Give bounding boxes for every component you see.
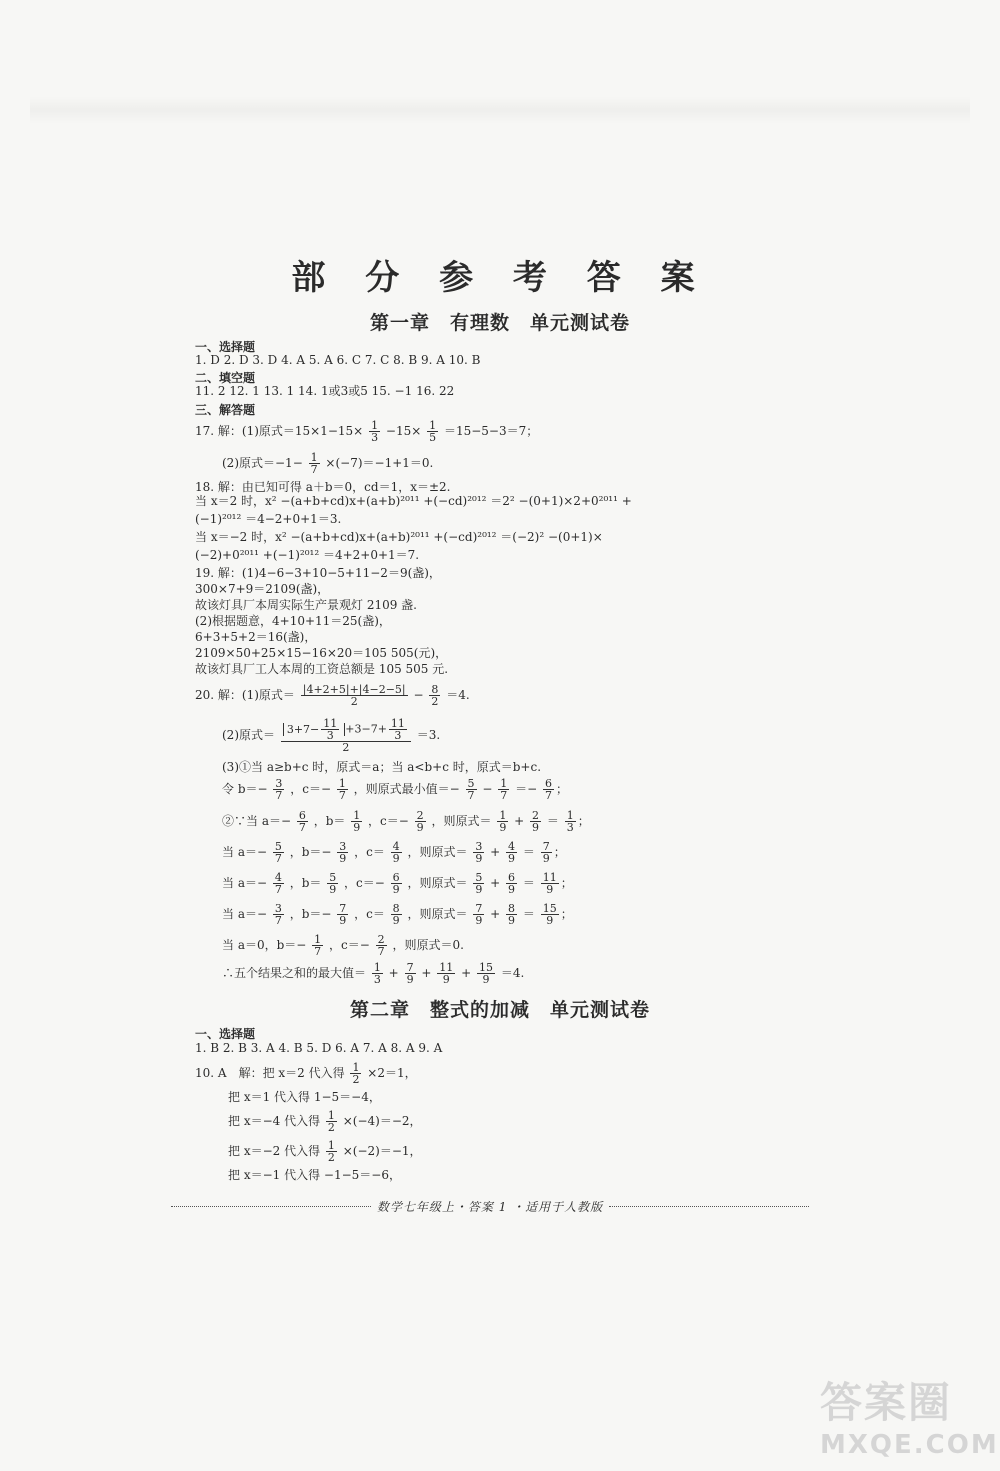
watermark-top: 答案圈 bbox=[820, 1378, 953, 1427]
q10-line1: 10. A 解：把 x＝2 代入得 $\frac{1}{2}$ ×2＝1， bbox=[195, 1061, 417, 1086]
ch2-section-choice: 一、选择题 bbox=[195, 1027, 256, 1041]
footer-text: 数学七年级上・答案 1 ・适用于人教版 bbox=[376, 1200, 604, 1214]
scan-artifact bbox=[30, 96, 970, 124]
q19-line2: 300×7+9＝2109(盏)， bbox=[195, 582, 330, 596]
q19-line6: 2109×50+25×15−16×20＝105 505(元)， bbox=[195, 646, 448, 660]
chapter1-heading: 第一章 有理数 单元测试卷 bbox=[369, 312, 630, 334]
q19-line1: 19. 解：(1)4−6−3+10−5+11−2＝9(盏)， bbox=[195, 566, 441, 580]
q18-line1: 18. 解：由已知可得 a＋b＝0，cd＝1，x＝±2. bbox=[195, 480, 451, 494]
q10-line4: 把 x＝−2 代入得 $\frac{1}{2}$ ×(−2)＝−1， bbox=[228, 1139, 422, 1164]
choice-answers: 1. D 2. D 3. D 4. A 5. A 6. C 7. C 8. B 9. A 10. B bbox=[195, 353, 481, 367]
q18-line3: (−1)²⁰¹² ＝4−2+0+1＝3. bbox=[195, 512, 342, 526]
q19-line7: 故该灯具厂工人本周的工资总额是 105 505 元. bbox=[195, 662, 449, 676]
watermark-logo bbox=[820, 1370, 999, 1465]
footer-dots-left bbox=[171, 1206, 371, 1207]
q10-line3: 把 x＝−4 代入得 $\frac{1}{2}$ ×(−4)＝−2， bbox=[228, 1109, 422, 1134]
q20-part3-line2: 令 b＝− $\frac{3}{7}$ ，c＝− $\frac{1}{7}$ ，则原式最小值＝− $\frac{5}{7}$ − $\frac{1}{7}$ ＝− $\frac{6}{7}$ ； bbox=[222, 777, 568, 802]
q17-part1: 17. 解：(1)原式＝15×1−15× $\frac{1}{3}$ −15× $\frac{1}{5}$ ＝15−5−3＝7； bbox=[195, 419, 539, 444]
q18-line2: 当 x＝2 时，x² −(a+b+cd)x+(a+b)²⁰¹¹ +(−cd)²⁰¹² ＝2² −(0+1)×2+0²⁰¹¹ + bbox=[195, 494, 632, 508]
q10-line2: 把 x＝1 代入得 1−5＝−4， bbox=[228, 1090, 381, 1104]
ch2-choice-answers: 1. B 2. B 3. A 4. B 5. D 6. A 7. A 8. A 9. A bbox=[195, 1041, 443, 1055]
q20-part3-line8: ∴五个结果之和的最大值＝ $\frac{1}{3}$ + $\frac{7}{9}$ + $\frac{11}{9}$ + $\frac{15}{9}$ ＝4. bbox=[222, 961, 525, 986]
section-solve: 三、解答题 bbox=[195, 403, 256, 417]
q19-line5: 6+3+5+2＝16(盏)， bbox=[195, 630, 317, 644]
page-title: 部 分 参 考 答 案 bbox=[291, 258, 709, 298]
q20-part3-line6: 当 a＝− $\frac{3}{7}$ ，b＝− $\frac{7}{9}$ ，c＝ $\frac{8}{9}$ ，则原式＝ $\frac{7}{9}$ + $\frac{8}{9}$ ＝ $\frac{15}{9}$ ； bbox=[222, 902, 573, 927]
section-choice: 一、选择题 bbox=[195, 340, 256, 354]
q19-line4: (2)根据题意，4+10+11＝25(盏)， bbox=[195, 614, 391, 628]
q20-part2: (2)原式＝ 3+7− $\frac{11}{3}$ +3−7+ $\frac{11}{3}$ 2 ＝3. bbox=[222, 717, 441, 754]
q20-part3-line4: 当 a＝− $\frac{5}{7}$ ，b＝− $\frac{3}{9}$ ，c＝ $\frac{4}{9}$ ，则原式＝ $\frac{3}{9}$ + $\frac{4}{9}$ ＝ $\frac{7}{9}$ ； bbox=[222, 840, 566, 865]
q18-line5: (−2)+0²⁰¹¹ +(−1)²⁰¹² ＝4+2+0+1＝7. bbox=[195, 548, 420, 562]
q17-part2: (2)原式＝−1− $\frac{1}{7}$ ×(−7)＝−1+1＝0. bbox=[222, 451, 434, 476]
q20-part1: 20. 解：(1)原式＝ $\frac{|4+2+5|+|4-2-5|}{2}$ − $\frac{8}{2}$ ＝4. bbox=[195, 683, 470, 708]
q20-part3-line3: ②∵当 a＝− $\frac{6}{7}$ ，b＝ $\frac{1}{9}$ ，c＝− $\frac{2}{9}$ ，则原式＝ $\frac{1}{9}$ + $\frac{2}{9}$ ＝ $\frac{1}{3}$ ； bbox=[222, 809, 590, 834]
q10-line5: 把 x＝−1 代入得 −1−5＝−6， bbox=[228, 1168, 401, 1182]
q19-line3: 故该灯具厂本周实际生产景观灯 2109 盏. bbox=[195, 598, 417, 612]
footer-dots-right bbox=[609, 1206, 809, 1207]
watermark-bottom: MXQE.COM bbox=[820, 1430, 999, 1460]
section-fill: 二、填空题 bbox=[195, 371, 256, 385]
fill-answers: 11. 2 12. 1 13. 1 14. 1或3或5 15. −1 16. 22 bbox=[195, 384, 455, 398]
chapter2-heading: 第二章 整式的加减 单元测试卷 bbox=[349, 999, 650, 1021]
q20-part3-line7: 当 a＝0，b＝− $\frac{1}{7}$ ，c＝− $\frac{2}{7}$ ，则原式＝0. bbox=[222, 933, 464, 958]
page-footer bbox=[165, 1198, 815, 1215]
q20-part3-line1: (3)①当 a≥b+c 时，原式＝a；当 a<b+c 时，原式＝b+c. bbox=[222, 760, 542, 774]
q18-line4: 当 x＝−2 时，x² −(a+b+cd)x+(a+b)²⁰¹¹ +(−cd)²⁰¹² ＝(−2)² −(0+1)× bbox=[195, 530, 603, 544]
q20-part3-line5: 当 a＝− $\frac{4}{7}$ ，b＝ $\frac{5}{9}$ ，c＝− $\frac{6}{9}$ ，则原式＝ $\frac{5}{9}$ + $\frac{6}{9}$ ＝ $\frac{11}{9}$ ； bbox=[222, 871, 573, 896]
